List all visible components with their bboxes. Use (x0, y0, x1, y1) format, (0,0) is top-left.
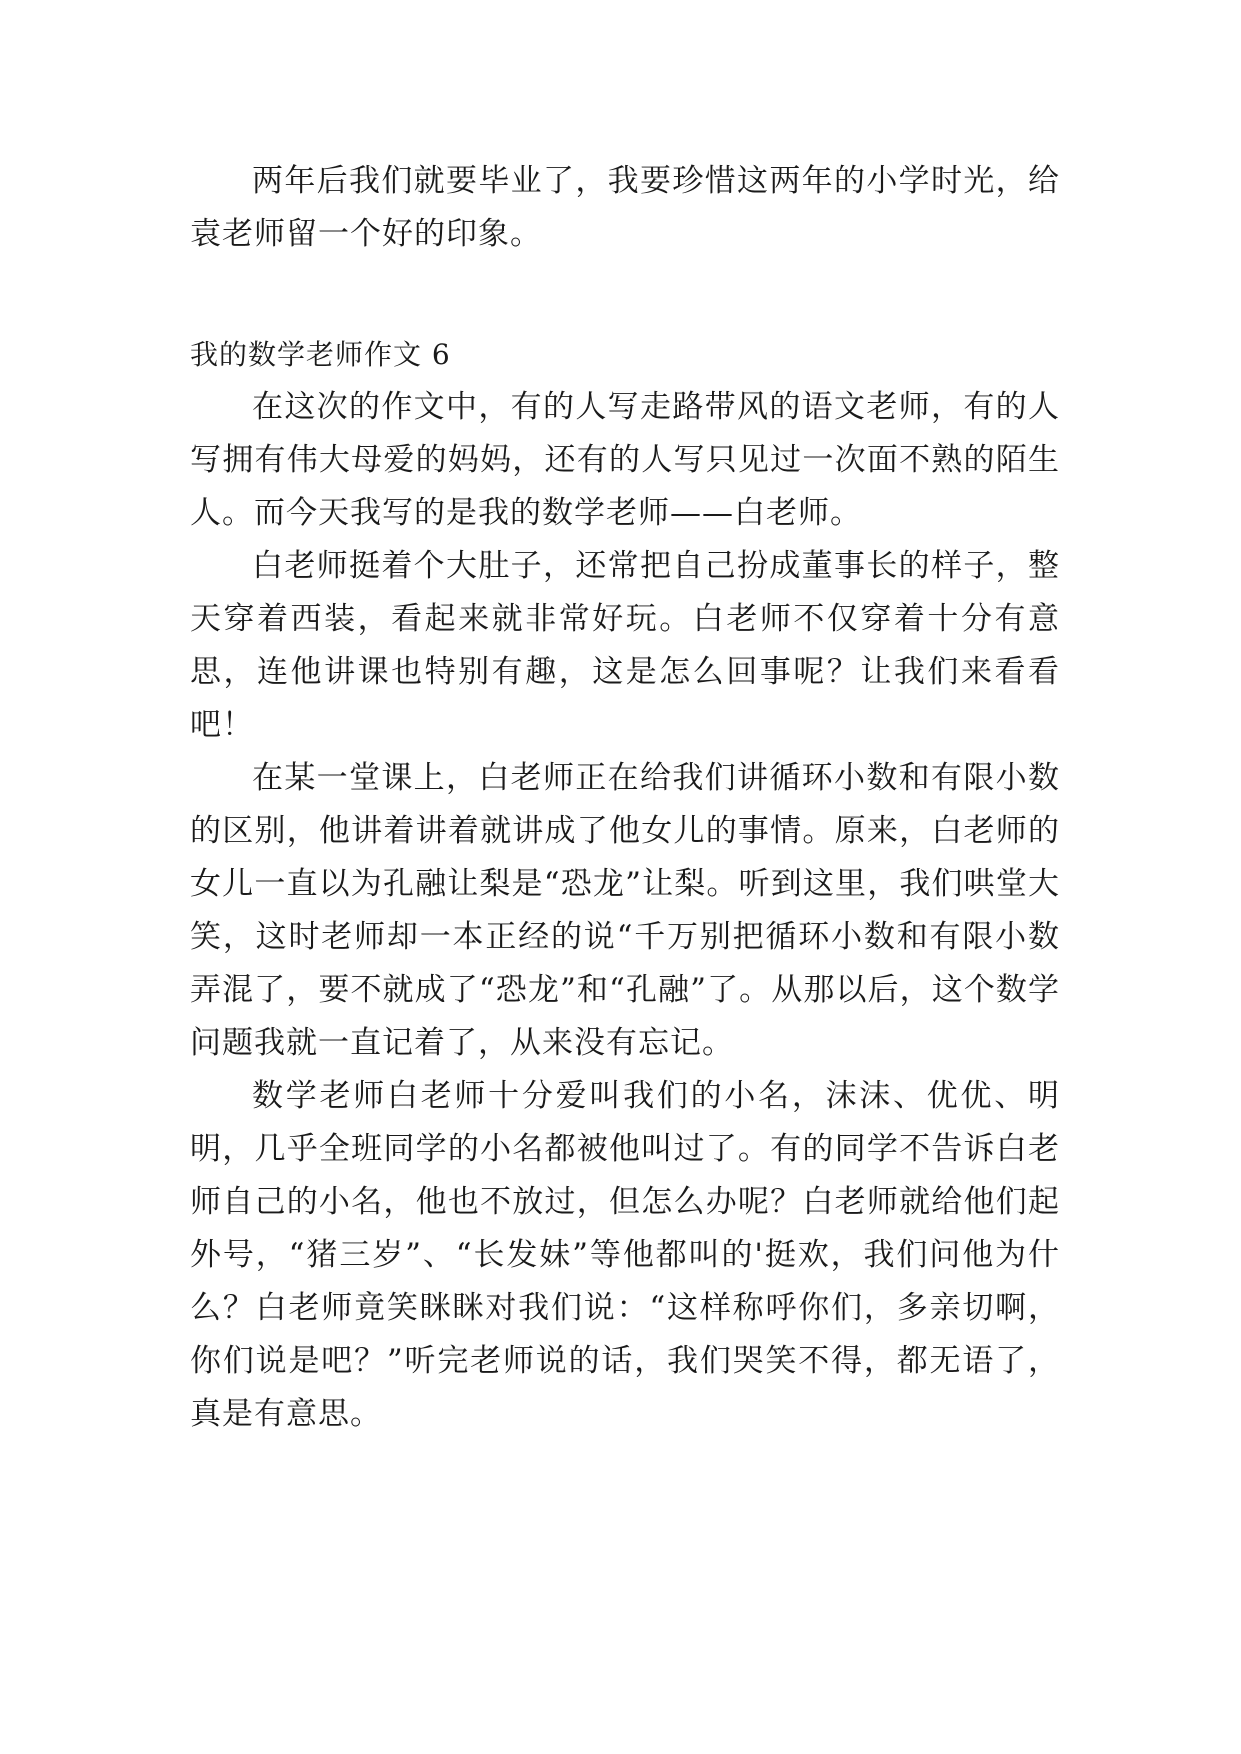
document-page (190, 155, 1060, 1441)
intro-paragraph: 两年后我们就要毕业了，我要珍惜这两年的小学时光，给袁老师留一个好的印象。 (190, 163, 1060, 252)
body-paragraph-2: 白老师挺着个大肚子，还常把自己扮成董事长的样子，整天穿着西装，看起来就非常好玩。白老师不仅穿着十分有意思，连他讲课也特别有趣，这是怎么回事呢？让我们来看看吧！ (190, 548, 1060, 743)
body-paragraph-1: 在这次的作文中，有的人写走路带风的语文老师，有的人写拥有伟大母爱的妈妈，还有的人写只见过一次面不熟的陌生人。而今天我写的是我的数学老师——白老师。 (190, 389, 1060, 531)
body-paragraph-4: 数学老师白老师十分爱叫我们的小名，沫沫、优优、明明，几乎全班同学的小名都被他叫过了。有的同学不告诉白老师自己的小名，他也不放过，但怎么办呢？白老师就给他们起外号，“猪三岁”、“长发妹”等他都叫的'挺欢，我们问他为什么？白老师竟笑眯眯对我们说：“这样称呼你们，多亲切啊，你们说是吧？”听完老师说的话，我们哭笑不得，都无语了，真是有意思。 (190, 1078, 1060, 1432)
body-paragraph-3: 在某一堂课上，白老师正在给我们讲循环小数和有限小数的区别，他讲着讲着就讲成了他女儿的事情。原来，白老师的女儿一直以为孔融让梨是“恐龙”让梨。听到这里，我们哄堂大笑，这时老师却一本正经的说“千万别把循环小数和有限小数弄混了，要不就成了“恐龙”和“孔融”了。从那以后，这个数学问题我就一直记着了，从来没有忘记。 (190, 760, 1060, 1061)
essay-heading: 我的数学老师作文 6 (190, 338, 451, 371)
section-gap (190, 261, 1060, 328)
